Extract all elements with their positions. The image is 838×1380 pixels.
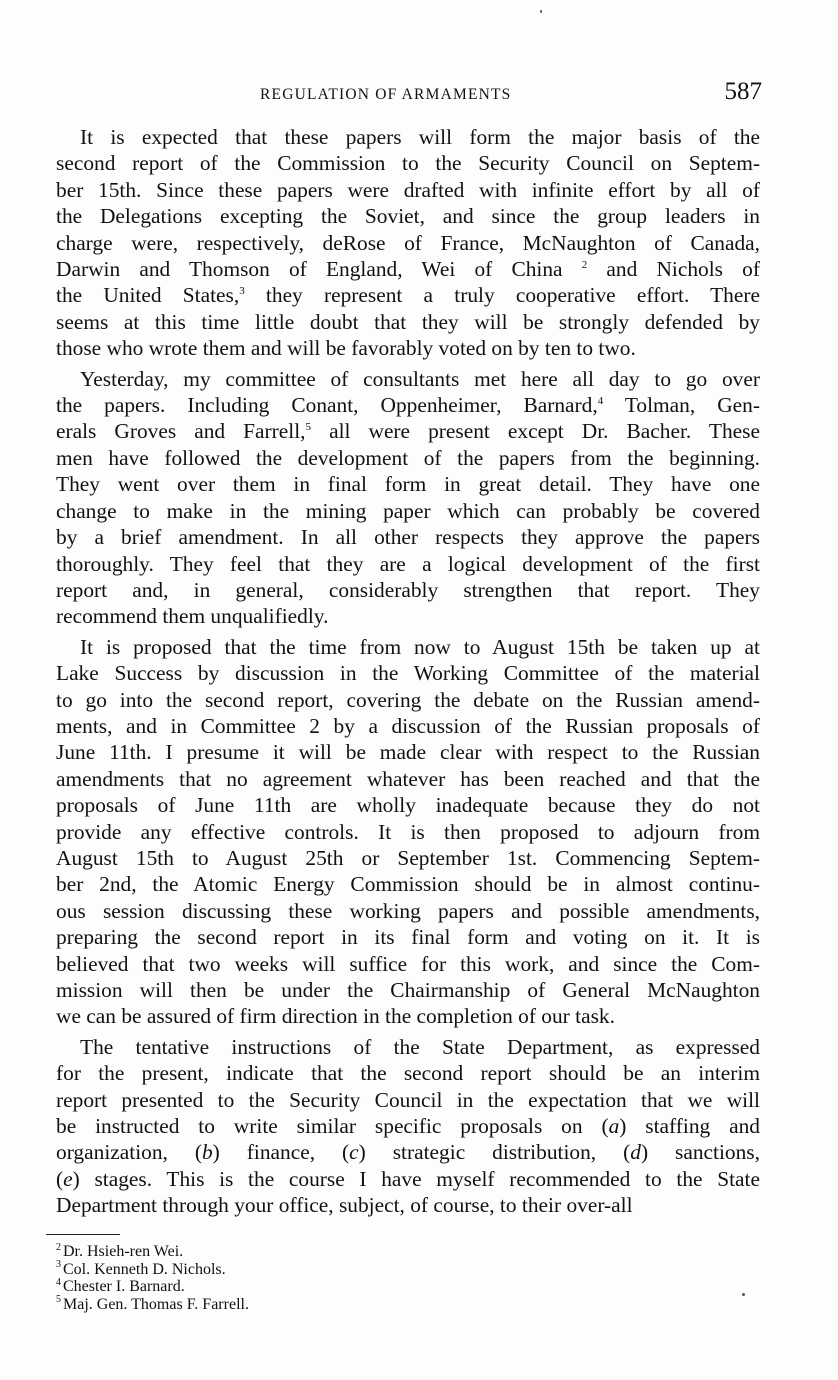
paragraph-1 [56, 124, 760, 362]
text-line: June 11th. I presume it will be made clear with respect to the Russian [56, 740, 760, 765]
text-line: organization, (b) finance, (c) strategic distribution, (d) sanctions, [56, 1140, 760, 1165]
text-line: preparing the second report in its final form and voting on it. It is [56, 925, 760, 950]
text-line: thoroughly. They feel that they are a logical development of the first [56, 551, 760, 576]
text-line: Lake Success by discussion in the Working Committee of the material [56, 661, 760, 686]
paragraph-4 [56, 1034, 760, 1219]
running-header [56, 78, 762, 114]
text-line: It is expected that these papers will form the major basis of the [80, 125, 760, 149]
footnote-marker: 4 [56, 1276, 61, 1288]
text-line: amendments that no agreement whatever has been reached and that the [56, 766, 760, 791]
text-line: by a brief amendment. In all other respects they approve the papers [56, 525, 760, 550]
text-line: Darwin and Thomson of England, Wei of China $^2$ and Nichols of [56, 257, 760, 282]
footnote-reference: 4 [597, 394, 604, 407]
footnote-reference: 3 [239, 285, 245, 298]
text-line: ber 2nd, the Atomic Energy Commission should be in almost continu- [56, 872, 760, 897]
paragraph-2 [56, 366, 760, 630]
footnote-4 [56, 1278, 556, 1296]
text-line: ous session discussing these working papers and possible amendments, [56, 898, 760, 923]
text-line: change to make in the mining paper which can probably be covered [56, 498, 760, 523]
footnote-marker: 5 [56, 1294, 61, 1306]
text-line: recommend them unqualifiedly. [56, 604, 329, 629]
footnote-2 [56, 1243, 556, 1261]
text-line: provide any effective controls. It is then proposed to adjourn from [56, 819, 760, 844]
text-line: report presented to the Security Council in the expectation that we will [56, 1087, 760, 1112]
running-title: REGULATION OF ARMAMENTS [260, 86, 512, 103]
text-line: believed that two weeks will suffice for this work, and since the Com- [56, 951, 760, 976]
text-line: to go into the second report, covering the debate on the Russian amend- [56, 687, 760, 712]
footnote-reference: 5 [305, 421, 312, 434]
text-line: those who wrote them and will be favorably voted on by ten to two. [56, 336, 636, 361]
footnote-marker: 2 [56, 1241, 61, 1253]
footnote-text: Col. Kenneth D. Nichols. [63, 1260, 226, 1278]
footnote-text: Maj. Gen. Thomas F. Farrell. [63, 1295, 249, 1313]
footnote-3 [56, 1261, 556, 1279]
text-line: the Delegations excepting the Soviet, and since the group leaders in [56, 204, 760, 229]
text-line: second report of the Commission to the Security Council on Septem- [56, 151, 760, 176]
text-line: proposals of June 11th are wholly inadequate because they do not [56, 793, 760, 818]
footnote-rule [46, 1234, 120, 1235]
text-line: The tentative instructions of the State Department, as expressed [80, 1034, 760, 1059]
footnote-5 [56, 1296, 556, 1314]
text-line: charge were, respectively, deRose of France, McNaughton of Canada, [56, 230, 760, 255]
text-line: the papers. Including Conant, Oppenheimer, Barnard,$^4$ Tolman, Gen- [56, 393, 760, 418]
text-line: August 15th to August 25th or September 1st. Commencing Septem- [56, 845, 760, 870]
text-line: report and, in general, considerably strengthen that report. They [56, 577, 760, 602]
text-line: erals Groves and Farrell,$^5$ all were present except Dr. Bacher. These [56, 419, 760, 444]
text-line: seems at this time little doubt that they will be strongly defended by [56, 309, 760, 334]
text-line: ments, and in Committee 2 by a discussion of the Russian proposals of [56, 713, 760, 738]
scan-speck [540, 10, 542, 13]
text-line: It is proposed that the time from now to August 15th be taken up at [80, 634, 760, 659]
body-text [56, 124, 760, 1219]
scan-speck [742, 1293, 745, 1296]
text-line: we can be assured of firm direction in the completion of our task. [56, 1004, 615, 1029]
text-line: Department through your office, subject, of course, to their over-all [56, 1193, 633, 1218]
text-line: ber 15th. Since these papers were drafted with infinite effort by all of [56, 177, 760, 202]
footnotes [56, 1243, 556, 1313]
footnote-marker: 3 [56, 1259, 61, 1271]
text-line: (e) stages. This is the course I have myself recommended to the State [56, 1166, 760, 1191]
page-number: 587 [724, 78, 762, 105]
footnote-text: Chester I. Barnard. [63, 1278, 185, 1295]
paragraph-3 [56, 634, 760, 1030]
text-line: They went over them in final form in great detail. They have one [56, 472, 760, 497]
footnote-text: Dr. Hsieh-ren Wei. [63, 1243, 184, 1260]
text-line: men have followed the development of the papers from the beginning. [56, 445, 760, 470]
footnote-reference: 2 [581, 258, 588, 271]
text-line: the United States,$^3$ they represent a truly cooperative effort. There [56, 283, 760, 308]
text-line: mission will then be under the Chairmanship of General McNaughton [56, 978, 760, 1002]
text-line: for the present, indicate that the second report should be an interim [56, 1061, 760, 1086]
text-line: be instructed to write similar specific proposals on (a) staffing and [56, 1114, 760, 1139]
text-line: Yesterday, my committee of consultants met here all day to go over [80, 366, 760, 391]
